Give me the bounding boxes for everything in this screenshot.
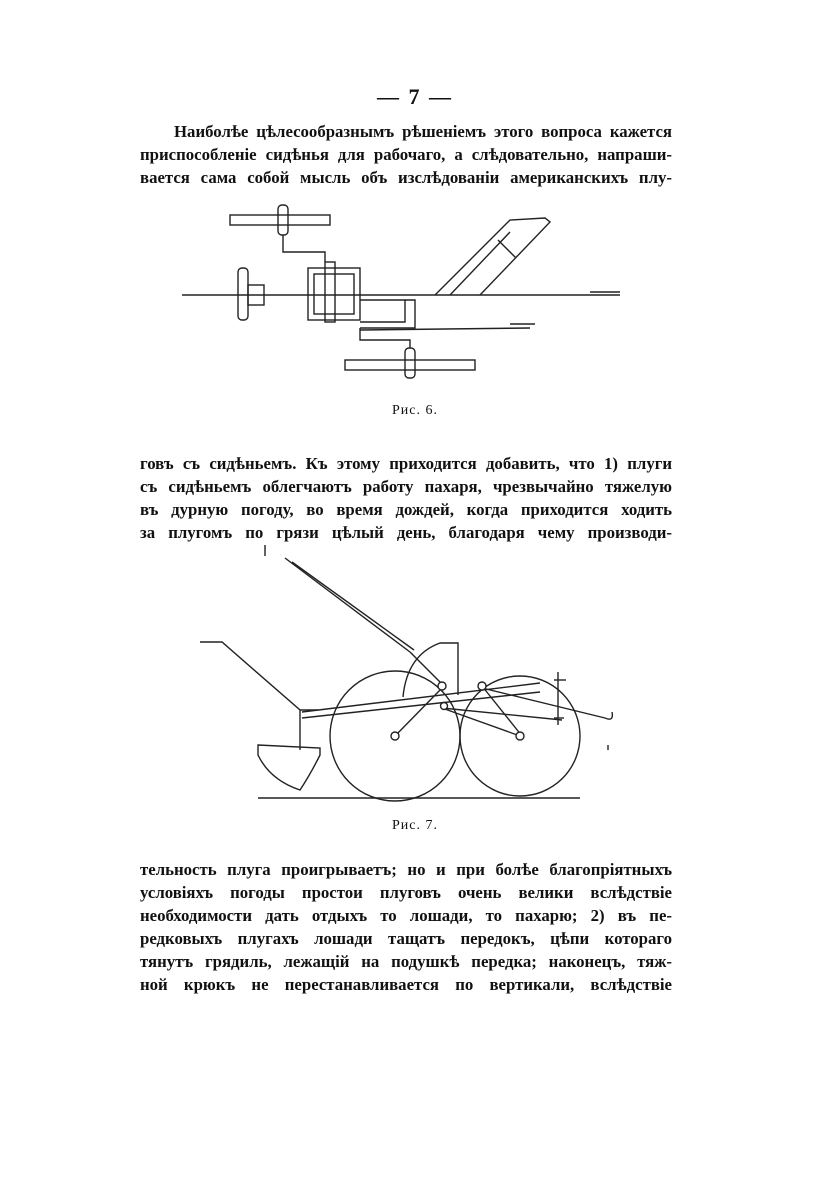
- text-line: необходимости дать отдыхъ то лошади, то пахарю; 2) въ пе-: [140, 906, 672, 925]
- figure-6-drawing: [180, 200, 640, 380]
- figure-7-drawing: [200, 540, 620, 810]
- text-line: вается сама собой мысль объ изслѣдованіи американскихъ плу-: [140, 168, 672, 187]
- text-line: редковыхъ плугахъ лошади тащатъ передокъ, цѣпи котораго: [140, 929, 672, 948]
- text-line: условіяхъ погоды простои плуговъ очень велики вслѣдствіе: [140, 883, 672, 902]
- text-line: приспособленіе сидѣнья для рабочаго, а слѣдовательно, напраши-: [140, 145, 672, 164]
- text-line: тельность плуга проигрываетъ; но и при болѣе благопріятныхъ: [140, 860, 672, 879]
- figure-6-caption: Рис. 6.: [392, 403, 438, 418]
- paragraph-3: [140, 858, 672, 996]
- text-line: говъ съ сидѣньемъ. Къ этому приходится добавить, что 1) плуги: [140, 454, 672, 473]
- text-line: за плугомъ по грязи цѣлый день, благодаря чему производи-: [140, 523, 672, 542]
- text-line: Наиболѣе цѣлесообразнымъ рѣшеніемъ этого вопроса кажется: [174, 122, 672, 141]
- paragraph-2: [140, 452, 672, 544]
- page-number: — 7 —: [377, 84, 453, 109]
- text-line: съ сидѣньемъ облегчаютъ работу пахаря, чрезвычайно тяжелую: [140, 477, 672, 496]
- text-line: ной крюкъ не перестанавливается по вертикали, вслѣдствіе: [140, 975, 672, 994]
- text-line: въ дурную погоду, во время дождей, когда приходится ходить: [140, 500, 672, 519]
- text-line: тянутъ грядиль, лежащій на подушкѣ передка; наконецъ, тяж-: [140, 952, 672, 971]
- paragraph-1: [140, 120, 672, 189]
- figure-7-caption: Рис. 7.: [392, 818, 438, 833]
